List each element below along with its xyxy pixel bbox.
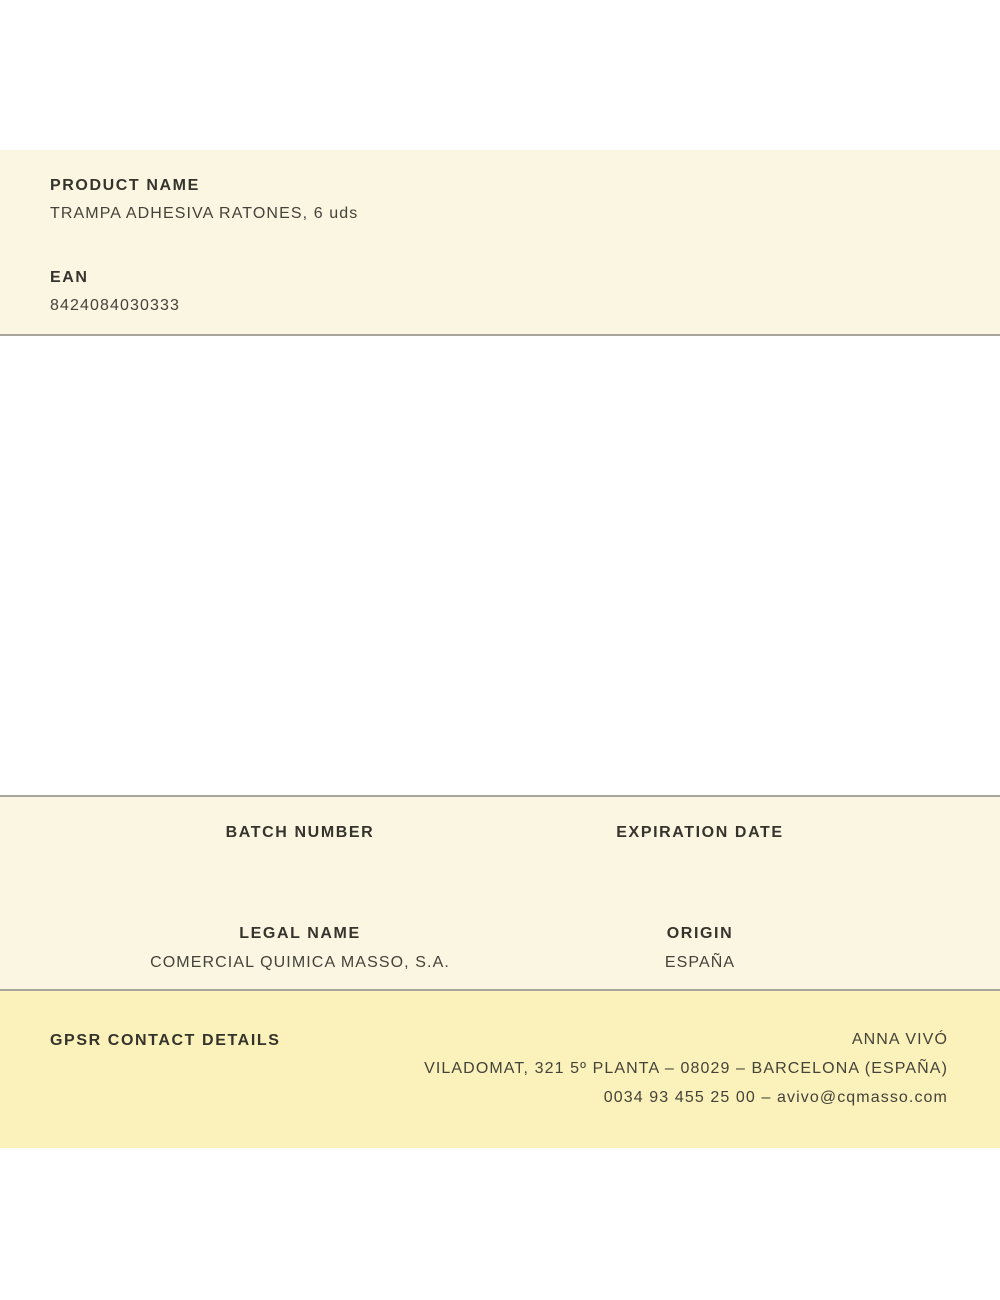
legal-name-value: COMERCIAL QUIMICA MASSO, S.A. xyxy=(150,954,450,971)
legal-name-field xyxy=(100,924,500,973)
contact-phone-email: 0034 93 455 25 00 – avivo@cqmasso.com xyxy=(603,1089,948,1106)
legal-name-label: LEGAL NAME xyxy=(239,925,361,942)
ean-value: 8424084030333 xyxy=(50,297,180,314)
origin-label: ORIGIN xyxy=(666,925,734,942)
product-identity-section xyxy=(0,150,1000,336)
bottom-white-spacer xyxy=(0,1148,1000,1300)
expiration-date-field xyxy=(500,823,900,853)
top-white-spacer xyxy=(0,0,1000,150)
gpsr-contact-section xyxy=(0,991,1000,1148)
ean-label: EAN xyxy=(50,269,89,286)
middle-white-spacer xyxy=(0,336,1000,795)
origin-value: ESPAÑA xyxy=(664,954,736,971)
contact-person-name: ANNA VIVÓ xyxy=(851,1031,948,1048)
product-name-label: PRODUCT NAME xyxy=(50,177,200,194)
product-name-value: TRAMPA ADHESIVA RATONES, 6 uds xyxy=(50,205,359,222)
gpsr-contact-lines xyxy=(424,1030,948,1108)
gpsr-contact-label: GPSR CONTACT DETAILS xyxy=(50,1032,281,1049)
batch-number-value xyxy=(100,852,500,853)
batch-legal-section xyxy=(0,795,1000,991)
batch-number-label: BATCH NUMBER xyxy=(225,824,375,841)
contact-address: VILADOMAT, 321 5º PLANTA – 08029 – BARCELONA (ESPAÑA) xyxy=(424,1060,948,1077)
product-name-field xyxy=(50,176,950,224)
origin-field xyxy=(500,924,900,973)
batch-number-field xyxy=(100,823,500,853)
expiration-date-value xyxy=(500,852,900,853)
ean-field xyxy=(50,268,950,316)
expiration-date-label: EXPIRATION DATE xyxy=(616,824,784,841)
details-grid xyxy=(100,823,900,973)
